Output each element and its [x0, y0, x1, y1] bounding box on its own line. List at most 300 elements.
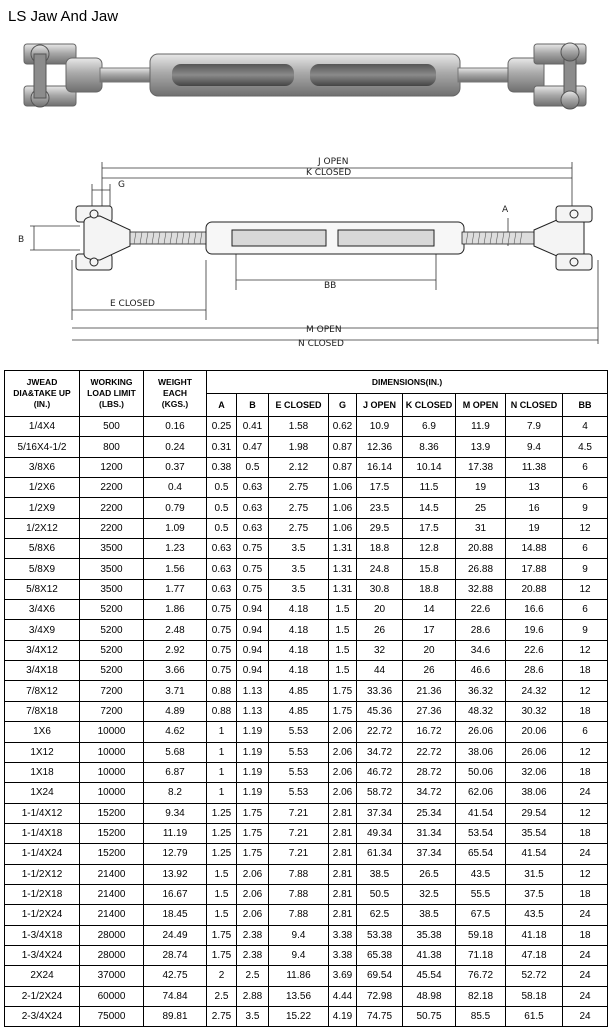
table-cell: 18	[563, 661, 608, 681]
table-cell: 23.5	[357, 498, 403, 518]
table-cell: 27.36	[403, 701, 456, 721]
table-cell: 38.5	[403, 905, 456, 925]
table-cell: 7.88	[269, 884, 329, 904]
table-cell: 15200	[80, 823, 144, 843]
table-cell: 16.67	[144, 884, 207, 904]
table-cell: 67.5	[456, 905, 506, 925]
table-cell: 11.9	[456, 417, 506, 437]
table-row	[5, 884, 608, 904]
table-cell: 0.94	[237, 661, 269, 681]
label-k-closed: K CLOSED	[306, 168, 352, 178]
table-cell: 25	[456, 498, 506, 518]
table-cell: 48.32	[456, 701, 506, 721]
table-cell: 1-1/4X24	[5, 844, 80, 864]
table-cell: 0.4	[144, 478, 207, 498]
table-cell: 31.5	[506, 864, 563, 884]
table-cell: 2.06	[237, 864, 269, 884]
left-jaw	[24, 44, 102, 107]
table-cell: 26.5	[403, 864, 456, 884]
table-cell: 5200	[80, 620, 144, 640]
table-cell: 1/4X4	[5, 417, 80, 437]
table-cell: 14	[403, 600, 456, 620]
header-jwead-line1: JWEAD	[26, 377, 58, 387]
table-row	[5, 437, 608, 457]
table-cell: 28.6	[506, 661, 563, 681]
table-cell: 500	[80, 417, 144, 437]
table-cell: 28000	[80, 925, 144, 945]
table-cell: 15.8	[403, 559, 456, 579]
table-cell: 2.75	[269, 518, 329, 538]
table-cell: 1.75	[237, 803, 269, 823]
drawing-left-rod	[130, 232, 208, 244]
table-cell: 21400	[80, 905, 144, 925]
table-cell: 1.75	[207, 925, 237, 945]
table-cell: 46.6	[456, 661, 506, 681]
table-cell: 9.4	[506, 437, 563, 457]
table-row	[5, 925, 608, 945]
label-b: B	[18, 235, 25, 245]
table-cell: 10000	[80, 783, 144, 803]
table-row	[5, 986, 608, 1006]
table-cell: 0.63	[237, 478, 269, 498]
table-cell: 3500	[80, 539, 144, 559]
table-row	[5, 661, 608, 681]
table-cell: 12	[563, 742, 608, 762]
table-cell: 36.32	[456, 681, 506, 701]
table-cell: 1.5	[207, 905, 237, 925]
table-cell: 1X24	[5, 783, 80, 803]
table-cell: 2.81	[329, 864, 357, 884]
table-cell: 34.6	[456, 640, 506, 660]
right-jaw	[508, 43, 586, 109]
table-cell: 50.06	[456, 762, 506, 782]
table-row	[5, 478, 608, 498]
table-cell: 2.75	[269, 478, 329, 498]
table-cell: 0.63	[207, 559, 237, 579]
header-weight-line2: EACH	[162, 388, 188, 398]
header-working-line1: WORKING	[90, 377, 133, 387]
table-cell: 20.88	[506, 579, 563, 599]
table-cell: 45.36	[357, 701, 403, 721]
table-cell: 32	[357, 640, 403, 660]
table-cell: 1.06	[329, 518, 357, 538]
table-cell: 12	[563, 681, 608, 701]
table-cell: 1.5	[329, 600, 357, 620]
table-row	[5, 864, 608, 884]
table-cell: 1.19	[237, 762, 269, 782]
table-cell: 6	[563, 539, 608, 559]
table-cell: 12.36	[357, 437, 403, 457]
table-cell: 5200	[80, 640, 144, 660]
table-cell: 2.38	[237, 925, 269, 945]
table-cell: 31	[456, 518, 506, 538]
table-row	[5, 457, 608, 477]
table-cell: 5/8X6	[5, 539, 80, 559]
table-cell: 3/4X18	[5, 661, 80, 681]
table-cell: 1.31	[329, 559, 357, 579]
table-cell: 1	[207, 762, 237, 782]
table-cell: 38.06	[506, 783, 563, 803]
drawing-right-rod	[462, 232, 534, 244]
table-cell: 4.5	[563, 437, 608, 457]
table-cell: 1.98	[269, 437, 329, 457]
table-cell: 16.6	[506, 600, 563, 620]
table-row	[5, 579, 608, 599]
table-cell: 3.66	[144, 661, 207, 681]
table-cell: 37.34	[403, 844, 456, 864]
header-weight-line3: (KGS.)	[161, 399, 189, 409]
subheader-cell: J OPEN	[357, 394, 403, 417]
table-cell: 53.54	[456, 823, 506, 843]
table-cell: 1.09	[144, 518, 207, 538]
table-cell: 2.75	[269, 498, 329, 518]
table-cell: 2.06	[329, 742, 357, 762]
table-cell: 62.5	[357, 905, 403, 925]
table-row	[5, 722, 608, 742]
table-cell: 9.4	[269, 925, 329, 945]
table-cell: 24	[563, 986, 608, 1006]
subheader-cell: A	[207, 394, 237, 417]
table-cell: 2200	[80, 478, 144, 498]
table-cell: 1.5	[207, 884, 237, 904]
table-cell: 1.25	[207, 803, 237, 823]
table-cell: 1/2X6	[5, 478, 80, 498]
table-cell: 17.5	[357, 478, 403, 498]
table-cell: 6.9	[403, 417, 456, 437]
table-cell: 10000	[80, 742, 144, 762]
table-cell: 2.06	[237, 905, 269, 925]
table-cell: 46.72	[357, 762, 403, 782]
label-e-closed: E CLOSED	[110, 299, 155, 309]
table-cell: 12	[563, 803, 608, 823]
table-cell: 3500	[80, 579, 144, 599]
table-cell: 12.79	[144, 844, 207, 864]
table-cell: 26.06	[506, 742, 563, 762]
table-cell: 1.86	[144, 600, 207, 620]
table-cell: 1-3/4X18	[5, 925, 80, 945]
table-cell: 8.2	[144, 783, 207, 803]
table-row	[5, 701, 608, 721]
table-cell: 2.38	[237, 945, 269, 965]
table-row	[5, 844, 608, 864]
table-cell: 1/2X9	[5, 498, 80, 518]
table-cell: 14.5	[403, 498, 456, 518]
table-cell: 11.38	[506, 457, 563, 477]
table-cell: 65.38	[357, 945, 403, 965]
table-cell: 1200	[80, 457, 144, 477]
table-cell: 4.18	[269, 600, 329, 620]
table-cell: 0.87	[329, 437, 357, 457]
header-jwead-line3: (IN.)	[33, 399, 51, 409]
table-cell: 2	[207, 966, 237, 986]
table-cell: 74.75	[357, 1006, 403, 1026]
table-cell: 0.94	[237, 640, 269, 660]
table-cell: 9	[563, 559, 608, 579]
table-cell: 26	[357, 620, 403, 640]
table-cell: 0.75	[207, 640, 237, 660]
label-m-open: M OPEN	[306, 325, 342, 335]
table-cell: 7.21	[269, 844, 329, 864]
table-cell: 10.9	[357, 417, 403, 437]
table-cell: 43.5	[506, 905, 563, 925]
table-cell: 2.5	[207, 986, 237, 1006]
table-cell: 2.81	[329, 884, 357, 904]
table-row	[5, 945, 608, 965]
table-cell: 4.62	[144, 722, 207, 742]
table-cell: 800	[80, 437, 144, 457]
table-cell: 4.18	[269, 640, 329, 660]
table-cell: 5.53	[269, 762, 329, 782]
table-cell: 41.54	[506, 844, 563, 864]
table-cell: 52.72	[506, 966, 563, 986]
table-cell: 0.88	[207, 681, 237, 701]
table-cell: 71.18	[456, 945, 506, 965]
table-cell: 24.32	[506, 681, 563, 701]
table-cell: 47.18	[506, 945, 563, 965]
table-cell: 2.12	[269, 457, 329, 477]
table-cell: 3.71	[144, 681, 207, 701]
table-cell: 18.8	[403, 579, 456, 599]
table-cell: 2200	[80, 498, 144, 518]
table-cell: 7.21	[269, 803, 329, 823]
table-cell: 89.81	[144, 1006, 207, 1026]
table-cell: 12	[563, 518, 608, 538]
table-cell: 65.54	[456, 844, 506, 864]
table-cell: 7.88	[269, 864, 329, 884]
table-cell: 1.75	[237, 844, 269, 864]
table-cell: 13.9	[456, 437, 506, 457]
table-cell: 59.18	[456, 925, 506, 945]
label-bb: BB	[324, 281, 337, 291]
table-cell: 53.38	[357, 925, 403, 945]
table-cell: 4.18	[269, 661, 329, 681]
drawing-left-jaw	[76, 206, 130, 270]
label-a: A	[502, 205, 509, 215]
table-cell: 3.5	[269, 559, 329, 579]
table-cell: 0.5	[207, 518, 237, 538]
table-cell: 1-1/4X18	[5, 823, 80, 843]
table-cell: 41.54	[456, 803, 506, 823]
table-cell: 41.38	[403, 945, 456, 965]
table-cell: 4.44	[329, 986, 357, 1006]
table-row	[5, 539, 608, 559]
table-cell: 0.75	[237, 559, 269, 579]
table-cell: 13	[506, 478, 563, 498]
table-cell: 37000	[80, 966, 144, 986]
table-cell: 18	[563, 762, 608, 782]
table-cell: 1-1/4X12	[5, 803, 80, 823]
table-cell: 72.98	[357, 986, 403, 1006]
table-row	[5, 783, 608, 803]
table-cell: 2.06	[329, 762, 357, 782]
table-cell: 1X6	[5, 722, 80, 742]
table-cell: 4	[563, 417, 608, 437]
table-cell: 2X24	[5, 966, 80, 986]
table-cell: 32.88	[456, 579, 506, 599]
table-cell: 3/4X6	[5, 600, 80, 620]
table-cell: 17.38	[456, 457, 506, 477]
table-cell: 0.63	[207, 539, 237, 559]
table-cell: 1.75	[329, 681, 357, 701]
table-cell: 18.45	[144, 905, 207, 925]
header-working-line2: LOAD LIMIT	[87, 388, 136, 398]
table-cell: 24	[563, 905, 608, 925]
table-cell: 24.8	[357, 559, 403, 579]
table-cell: 0.24	[144, 437, 207, 457]
table-cell: 12.8	[403, 539, 456, 559]
table-cell: 2.81	[329, 844, 357, 864]
table-cell: 3/4X9	[5, 620, 80, 640]
table-row	[5, 803, 608, 823]
table-cell: 5/8X12	[5, 579, 80, 599]
table-cell: 1.06	[329, 478, 357, 498]
table-cell: 0.41	[237, 417, 269, 437]
table-cell: 2200	[80, 518, 144, 538]
table-cell: 3/8X6	[5, 457, 80, 477]
table-cell: 49.34	[357, 823, 403, 843]
table-cell: 17.5	[403, 518, 456, 538]
left-threaded-rod	[100, 68, 152, 82]
table-row	[5, 742, 608, 762]
header-working-load	[80, 371, 144, 417]
table-cell: 6	[563, 457, 608, 477]
table-cell: 32.06	[506, 762, 563, 782]
table-cell: 1-1/2X18	[5, 884, 80, 904]
table-cell: 1.31	[329, 579, 357, 599]
table-cell: 1.23	[144, 539, 207, 559]
table-cell: 1.31	[329, 539, 357, 559]
table-cell: 34.72	[403, 783, 456, 803]
table-cell: 0.63	[237, 518, 269, 538]
table-cell: 3.38	[329, 925, 357, 945]
table-cell: 3/4X12	[5, 640, 80, 660]
table-cell: 42.75	[144, 966, 207, 986]
table-cell: 1/2X12	[5, 518, 80, 538]
table-cell: 60000	[80, 986, 144, 1006]
table-cell: 3.5	[269, 579, 329, 599]
subheader-cell: G	[329, 394, 357, 417]
table-cell: 4.18	[269, 620, 329, 640]
subheader-cell: BB	[563, 394, 608, 417]
table-cell: 2.81	[329, 905, 357, 925]
table-cell: 31.34	[403, 823, 456, 843]
table-cell: 26	[403, 661, 456, 681]
table-cell: 0.31	[207, 437, 237, 457]
table-cell: 48.98	[403, 986, 456, 1006]
table-cell: 15200	[80, 803, 144, 823]
table-cell: 0.75	[237, 579, 269, 599]
table-cell: 0.75	[207, 600, 237, 620]
table-cell: 2.06	[329, 722, 357, 742]
table-cell: 44	[357, 661, 403, 681]
table-cell: 8.36	[403, 437, 456, 457]
table-cell: 7200	[80, 701, 144, 721]
table-cell: 17.88	[506, 559, 563, 579]
table-cell: 12	[563, 579, 608, 599]
table-cell: 2.06	[329, 783, 357, 803]
table-cell: 2.5	[237, 966, 269, 986]
table-cell: 1X18	[5, 762, 80, 782]
table-cell: 0.5	[237, 457, 269, 477]
table-cell: 15200	[80, 844, 144, 864]
table-cell: 16	[506, 498, 563, 518]
table-cell: 2.48	[144, 620, 207, 640]
table-cell: 6	[563, 722, 608, 742]
table-cell: 20	[403, 640, 456, 660]
table-cell: 0.47	[237, 437, 269, 457]
table-cell: 1.75	[237, 823, 269, 843]
table-cell: 1.58	[269, 417, 329, 437]
table-cell: 62.06	[456, 783, 506, 803]
table-cell: 3.69	[329, 966, 357, 986]
table-cell: 0.38	[207, 457, 237, 477]
table-cell: 2.06	[237, 884, 269, 904]
table-row	[5, 823, 608, 843]
table-cell: 18	[563, 701, 608, 721]
table-cell: 7200	[80, 681, 144, 701]
table-cell: 58.72	[357, 783, 403, 803]
table-cell: 22.6	[456, 600, 506, 620]
table-cell: 7.9	[506, 417, 563, 437]
table-cell: 1.75	[207, 945, 237, 965]
table-cell: 30.8	[357, 579, 403, 599]
table-cell: 1-3/4X24	[5, 945, 80, 965]
table-cell: 34.72	[357, 742, 403, 762]
label-j-open: J OPEN	[318, 157, 349, 167]
table-cell: 1.19	[237, 783, 269, 803]
table-cell: 1	[207, 742, 237, 762]
table-cell: 1.5	[329, 640, 357, 660]
table-cell: 0.79	[144, 498, 207, 518]
table-cell: 22.72	[403, 742, 456, 762]
table-cell: 1.06	[329, 498, 357, 518]
table-cell: 10.14	[403, 457, 456, 477]
table-row	[5, 640, 608, 660]
table-cell: 69.54	[357, 966, 403, 986]
table-cell: 37.34	[357, 803, 403, 823]
label-g: G	[118, 180, 125, 190]
table-cell: 24	[563, 945, 608, 965]
table-cell: 37.5	[506, 884, 563, 904]
table-cell: 6	[563, 600, 608, 620]
table-cell: 2-3/4X24	[5, 1006, 80, 1026]
table-cell: 11.86	[269, 966, 329, 986]
table-row	[5, 966, 608, 986]
table-row	[5, 518, 608, 538]
table-cell: 76.72	[456, 966, 506, 986]
table-row	[5, 417, 608, 437]
table-cell: 38.06	[456, 742, 506, 762]
table-row	[5, 559, 608, 579]
table-cell: 7.21	[269, 823, 329, 843]
table-cell: 0.62	[329, 417, 357, 437]
table-cell: 22.6	[506, 640, 563, 660]
table-cell: 9.34	[144, 803, 207, 823]
table-cell: 13.92	[144, 864, 207, 884]
dimension-drawing	[0, 150, 612, 360]
table-cell: 3500	[80, 559, 144, 579]
table-cell: 15.22	[269, 1006, 329, 1026]
table-cell: 3.5	[237, 1006, 269, 1026]
table-row	[5, 681, 608, 701]
table-cell: 1.25	[207, 844, 237, 864]
table-cell: 0.5	[207, 478, 237, 498]
table-cell: 1.5	[329, 620, 357, 640]
table-cell: 20.88	[456, 539, 506, 559]
table-cell: 30.32	[506, 701, 563, 721]
table-cell: 4.19	[329, 1006, 357, 1026]
table-cell: 1.5	[207, 864, 237, 884]
